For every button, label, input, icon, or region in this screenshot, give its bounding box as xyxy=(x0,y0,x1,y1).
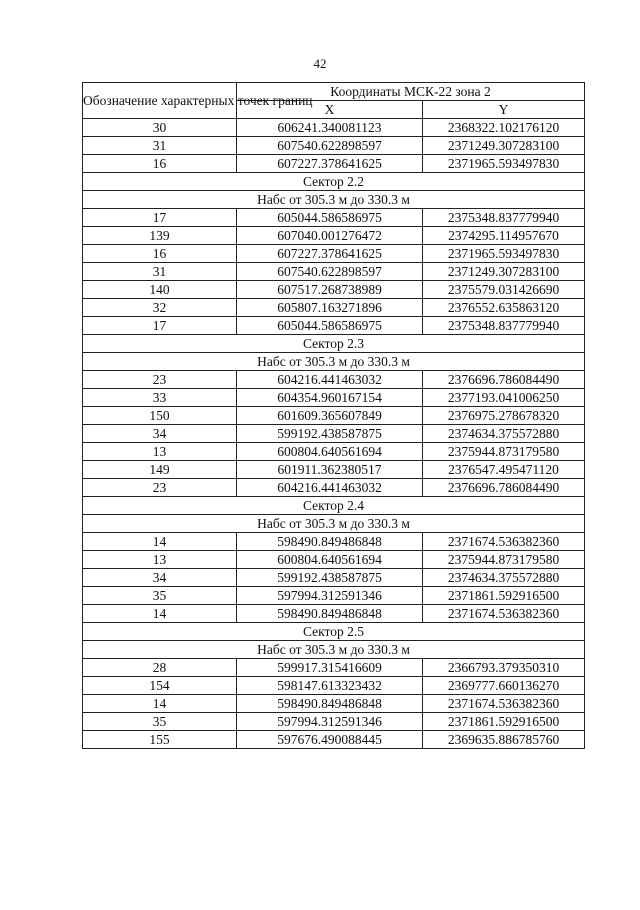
coordinates-table xyxy=(82,82,585,749)
sector-label: Набс от 305.3 м до 330.3 м xyxy=(83,191,585,209)
x-coordinate-cell: 598147.613323432 xyxy=(237,677,423,695)
x-coordinate-cell: 598490.849486848 xyxy=(237,695,423,713)
table-row xyxy=(83,227,585,245)
y-coordinate-cell: 2371861.592916500 xyxy=(423,587,585,605)
table-row xyxy=(83,299,585,317)
point-id-cell: 155 xyxy=(83,731,237,749)
point-id-cell: 17 xyxy=(83,209,237,227)
point-id-cell: 16 xyxy=(83,245,237,263)
sector-row xyxy=(83,623,585,641)
y-coordinate-cell: 2375348.837779940 xyxy=(423,317,585,335)
y-coordinate-cell: 2371249.307283100 xyxy=(423,263,585,281)
x-coordinate-cell: 604354.960167154 xyxy=(237,389,423,407)
x-coordinate-cell: 597676.490088445 xyxy=(237,731,423,749)
point-id-cell: 32 xyxy=(83,299,237,317)
x-coordinate-cell: 600804.640561694 xyxy=(237,551,423,569)
y-coordinate-cell: 2371965.593497830 xyxy=(423,155,585,173)
y-coordinate-cell: 2377193.041006250 xyxy=(423,389,585,407)
header-coords-label: Координаты МСК-22 зона 2 xyxy=(237,83,585,101)
x-coordinate-cell: 607517.268738989 xyxy=(237,281,423,299)
x-coordinate-cell: 607540.622898597 xyxy=(237,137,423,155)
y-coordinate-cell: 2366793.379350310 xyxy=(423,659,585,677)
y-coordinate-cell: 2371861.592916500 xyxy=(423,713,585,731)
y-coordinate-cell: 2369635.886785760 xyxy=(423,731,585,749)
point-id-cell: 13 xyxy=(83,551,237,569)
point-id-cell: 14 xyxy=(83,605,237,623)
y-coordinate-cell: 2371674.536382360 xyxy=(423,605,585,623)
sector-row xyxy=(83,191,585,209)
x-coordinate-cell: 599917.315416609 xyxy=(237,659,423,677)
x-coordinate-cell: 601609.365607849 xyxy=(237,407,423,425)
sector-label: Сектор 2.4 xyxy=(83,497,585,515)
y-coordinate-cell: 2374634.375572880 xyxy=(423,569,585,587)
point-id-cell: 154 xyxy=(83,677,237,695)
sector-row xyxy=(83,641,585,659)
point-id-cell: 33 xyxy=(83,389,237,407)
sector-label: Набс от 305.3 м до 330.3 м xyxy=(83,353,585,371)
y-coordinate-cell: 2375944.873179580 xyxy=(423,443,585,461)
sector-label: Сектор 2.5 xyxy=(83,623,585,641)
table-row xyxy=(83,263,585,281)
point-id-cell: 140 xyxy=(83,281,237,299)
point-id-cell: 28 xyxy=(83,659,237,677)
x-coordinate-cell: 604216.441463032 xyxy=(237,479,423,497)
y-coordinate-cell: 2376552.635863120 xyxy=(423,299,585,317)
point-id-cell: 149 xyxy=(83,461,237,479)
x-coordinate-cell: 599192.438587875 xyxy=(237,425,423,443)
sector-row xyxy=(83,173,585,191)
table-row xyxy=(83,155,585,173)
sector-label: Сектор 2.2 xyxy=(83,173,585,191)
x-coordinate-cell: 600804.640561694 xyxy=(237,443,423,461)
y-coordinate-cell: 2374634.375572880 xyxy=(423,425,585,443)
point-id-cell: 17 xyxy=(83,317,237,335)
table-row xyxy=(83,479,585,497)
table-row xyxy=(83,731,585,749)
point-id-cell: 35 xyxy=(83,587,237,605)
point-id-cell: 23 xyxy=(83,371,237,389)
header-point-label: Обозначение характерных точек границ xyxy=(83,83,237,119)
x-coordinate-cell: 598490.849486848 xyxy=(237,605,423,623)
table-row xyxy=(83,407,585,425)
point-id-cell: 35 xyxy=(83,713,237,731)
table-row xyxy=(83,713,585,731)
point-id-cell: 16 xyxy=(83,155,237,173)
y-coordinate-cell: 2371965.593497830 xyxy=(423,245,585,263)
y-coordinate-cell: 2376696.786084490 xyxy=(423,371,585,389)
y-coordinate-cell: 2376547.495471120 xyxy=(423,461,585,479)
point-id-cell: 30 xyxy=(83,119,237,137)
x-coordinate-cell: 607227.378641625 xyxy=(237,155,423,173)
point-id-cell: 14 xyxy=(83,695,237,713)
x-coordinate-cell: 607227.378641625 xyxy=(237,245,423,263)
table-row xyxy=(83,317,585,335)
y-coordinate-cell: 2376975.278678320 xyxy=(423,407,585,425)
sector-row xyxy=(83,497,585,515)
sector-label: Сектор 2.3 xyxy=(83,335,585,353)
header-x-label: X xyxy=(237,101,423,119)
x-coordinate-cell: 607540.622898597 xyxy=(237,263,423,281)
y-coordinate-cell: 2376696.786084490 xyxy=(423,479,585,497)
point-id-cell: 31 xyxy=(83,263,237,281)
x-coordinate-cell: 606241.340081123 xyxy=(237,119,423,137)
x-coordinate-cell: 598490.849486848 xyxy=(237,533,423,551)
table-header-row xyxy=(83,83,585,101)
header-y-label: Y xyxy=(423,101,585,119)
table-row xyxy=(83,587,585,605)
table-row xyxy=(83,461,585,479)
point-id-cell: 139 xyxy=(83,227,237,245)
point-id-cell: 13 xyxy=(83,443,237,461)
table-row xyxy=(83,425,585,443)
x-coordinate-cell: 599192.438587875 xyxy=(237,569,423,587)
table-row xyxy=(83,569,585,587)
point-id-cell: 150 xyxy=(83,407,237,425)
sector-row xyxy=(83,335,585,353)
y-coordinate-cell: 2371674.536382360 xyxy=(423,695,585,713)
x-coordinate-cell: 597994.312591346 xyxy=(237,713,423,731)
table-row xyxy=(83,659,585,677)
table-row xyxy=(83,605,585,623)
y-coordinate-cell: 2371674.536382360 xyxy=(423,533,585,551)
y-coordinate-cell: 2369777.660136270 xyxy=(423,677,585,695)
y-coordinate-cell: 2374295.114957670 xyxy=(423,227,585,245)
x-coordinate-cell: 604216.441463032 xyxy=(237,371,423,389)
x-coordinate-cell: 605807.163271896 xyxy=(237,299,423,317)
table-row xyxy=(83,695,585,713)
table-body xyxy=(83,119,585,749)
point-id-cell: 23 xyxy=(83,479,237,497)
table-row xyxy=(83,137,585,155)
x-coordinate-cell: 601911.362380517 xyxy=(237,461,423,479)
table-row xyxy=(83,209,585,227)
table-row xyxy=(83,677,585,695)
sector-row xyxy=(83,515,585,533)
page-number: 42 xyxy=(313,56,327,71)
table-row xyxy=(83,443,585,461)
point-id-cell: 31 xyxy=(83,137,237,155)
table-row xyxy=(83,389,585,407)
x-coordinate-cell: 607040.001276472 xyxy=(237,227,423,245)
point-id-cell: 14 xyxy=(83,533,237,551)
y-coordinate-cell: 2375579.031426690 xyxy=(423,281,585,299)
y-coordinate-cell: 2375348.837779940 xyxy=(423,209,585,227)
x-coordinate-cell: 605044.586586975 xyxy=(237,209,423,227)
table-row xyxy=(83,533,585,551)
table-row xyxy=(83,371,585,389)
sector-label: Набс от 305.3 м до 330.3 м xyxy=(83,641,585,659)
sector-row xyxy=(83,353,585,371)
y-coordinate-cell: 2375944.873179580 xyxy=(423,551,585,569)
y-coordinate-cell: 2371249.307283100 xyxy=(423,137,585,155)
table-row xyxy=(83,281,585,299)
sector-label: Набс от 305.3 м до 330.3 м xyxy=(83,515,585,533)
x-coordinate-cell: 597994.312591346 xyxy=(237,587,423,605)
table-row xyxy=(83,551,585,569)
table-row xyxy=(83,119,585,137)
point-id-cell: 34 xyxy=(83,425,237,443)
table-row xyxy=(83,245,585,263)
y-coordinate-cell: 2368322.102176120 xyxy=(423,119,585,137)
point-id-cell: 34 xyxy=(83,569,237,587)
x-coordinate-cell: 605044.586586975 xyxy=(237,317,423,335)
